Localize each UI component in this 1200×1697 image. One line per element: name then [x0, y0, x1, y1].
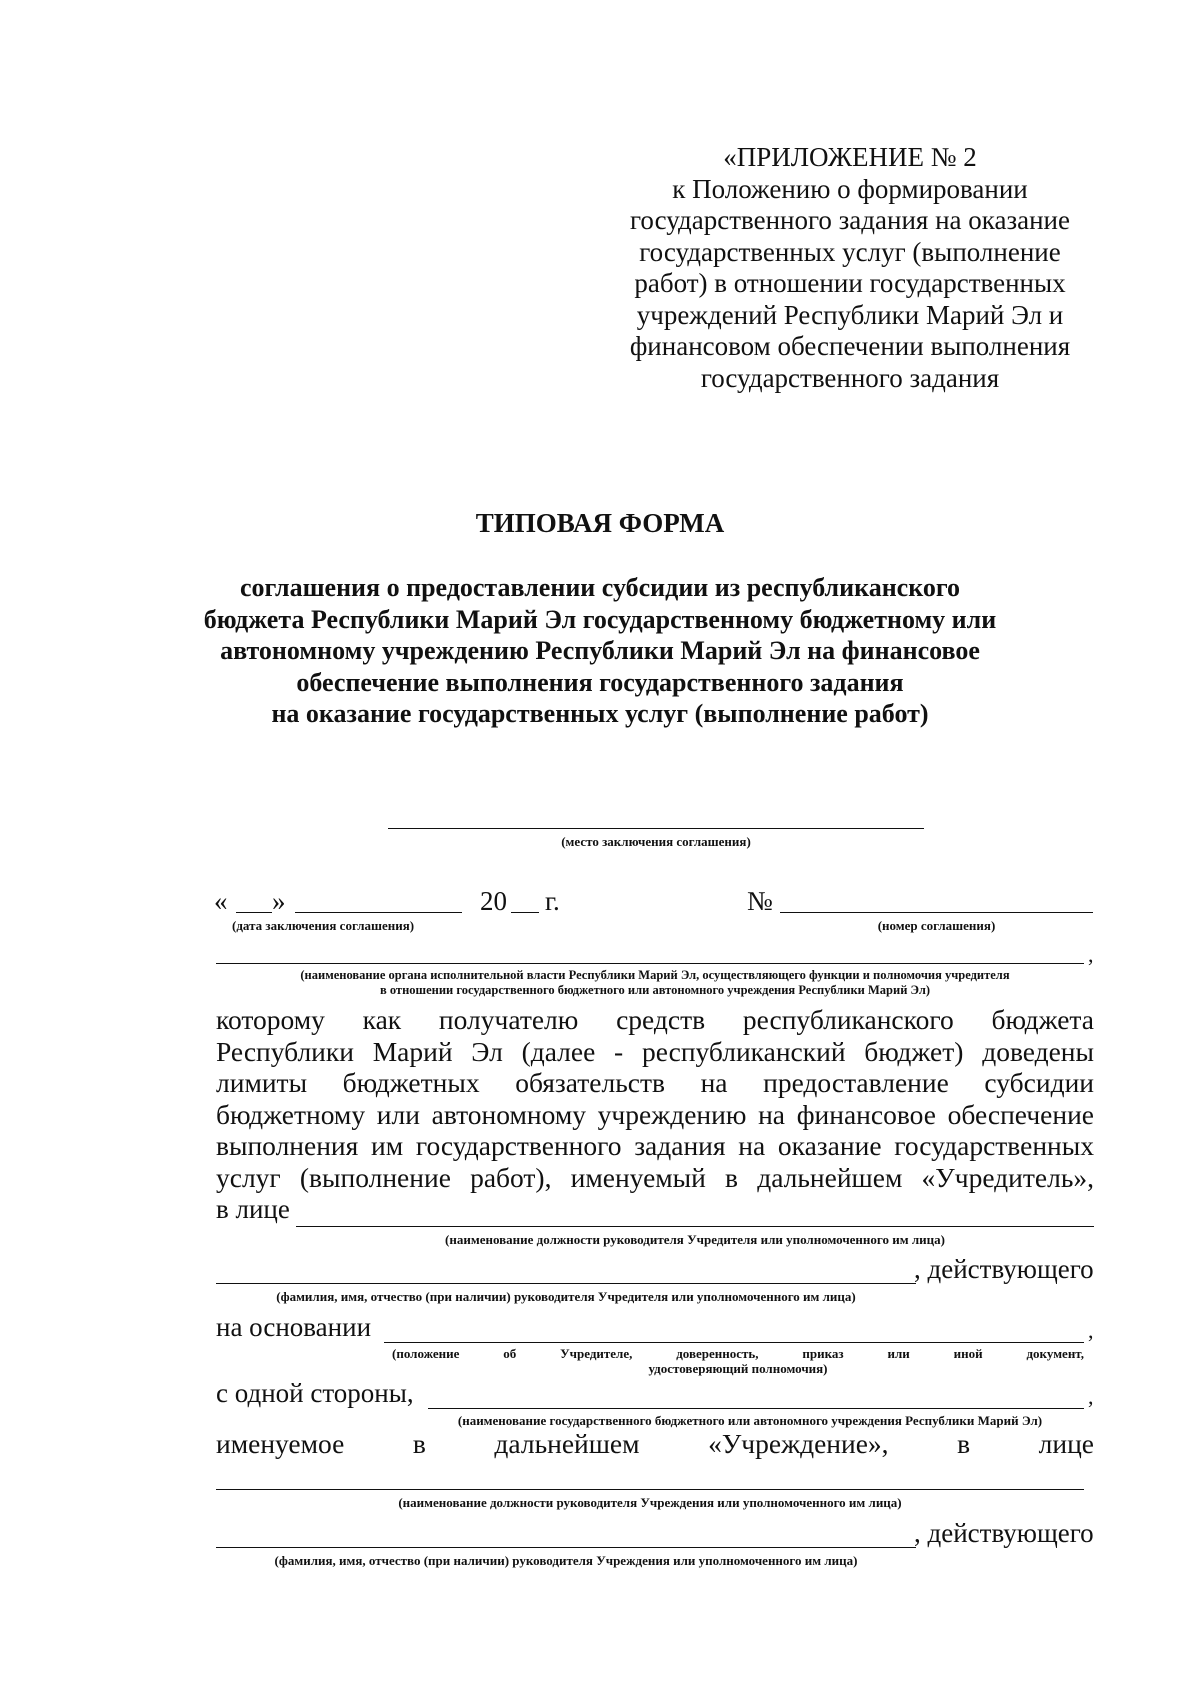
date-year-prefix: 20	[480, 886, 507, 916]
basis-comma: ,	[1088, 1318, 1094, 1343]
number-sign: №	[747, 886, 773, 916]
subtitle-line: бюджета Республики Марий Эл государственному бюджетному или	[203, 604, 997, 634]
basis-label: на основании	[216, 1312, 372, 1342]
appendix-line: государственного задания	[700, 362, 1000, 393]
institution-position-field-line[interactable]	[216, 1489, 1084, 1490]
appendix-line: государственного задания на оказание	[630, 205, 1070, 235]
basis-caption-2: удостоверяющий полномочия)	[648, 1361, 828, 1376]
founder-acting-label: , действующего	[914, 1254, 1094, 1284]
subtitle-line: соглашения о предоставлении субсидии из республиканского	[239, 573, 961, 602]
founder-position-caption: (наименование должности руководителя Учредителя или уполномоченного им лица)	[445, 1232, 945, 1247]
date-open-quote: «	[214, 886, 228, 916]
appendix-line: финансовом обеспечении выполнения	[629, 331, 1071, 361]
basis-caption-word: Учредителе,	[560, 1346, 633, 1361]
subtitle-line: автономному учреждению Республики Марий Эл на финансовое	[220, 636, 980, 665]
appendix-line: «ПРИЛОЖЕНИЕ № 2	[723, 142, 977, 172]
appendix-line: учреждений Республики Марий Эл и	[636, 299, 1064, 330]
appendix-line: государственных услуг (выполнение	[639, 236, 1061, 267]
place-caption: (место заключения соглашения)	[561, 834, 751, 849]
date-month-field[interactable]	[295, 912, 462, 913]
founder-name-field-line[interactable]	[216, 1283, 916, 1284]
institution-head-name-field-line[interactable]	[216, 1547, 916, 1548]
founder-org-caption-1: (наименование органа исполнительной власти Республики Марий Эл, осуществляющего функции и полномочия учредителя	[300, 968, 1010, 982]
basis-caption-word: (положение	[392, 1346, 460, 1361]
date-year-field[interactable]	[511, 912, 539, 913]
appendix-line: работ) в отношении государственных	[634, 268, 1066, 298]
number-caption: (номер соглашения)	[877, 918, 996, 933]
founder-position-field-line[interactable]	[296, 1226, 1094, 1227]
appendix-line: к Положению о формировании	[672, 173, 1028, 204]
body-line: выполнения им государственного задания на оказание государственных	[216, 1130, 1094, 1161]
number-field-line[interactable]	[780, 912, 1093, 913]
institution-position-caption: (наименование должности руководителя Учреждения или уполномоченного им лица)	[398, 1495, 902, 1510]
date-close-quote: »	[272, 886, 286, 916]
date-day-field[interactable]	[236, 912, 272, 913]
basis-caption-word: приказ	[802, 1346, 844, 1361]
subtitle-line: обеспечение выполнения государственного задания	[296, 667, 904, 697]
party-one-label: с одной стороны,	[216, 1378, 414, 1408]
basis-caption-word: иной	[953, 1346, 983, 1361]
institution-acting-label: , действующего	[914, 1518, 1094, 1548]
body-line: которому как получателю средств республиканского бюджета	[216, 1004, 1094, 1035]
founder-org-field-line[interactable]	[216, 963, 1084, 964]
subtitle-line: на оказание государственных услуг (выполнение работ)	[271, 699, 929, 728]
institution-name-caption: (наименование государственного бюджетного или автономного учреждения Республики Марий Эл)	[457, 1413, 1043, 1428]
basis-caption-word: об	[503, 1346, 517, 1361]
body-paragraph	[216, 1004, 1094, 1193]
basis-caption-word: документ,	[1026, 1346, 1084, 1361]
founder-org-caption-2: в отношении государственного бюджетного или автономного учреждения Республики Марий Эл)	[379, 983, 931, 997]
basis-caption-word: доверенность,	[676, 1346, 759, 1361]
institution-name-field-line[interactable]	[428, 1408, 1084, 1409]
basis-field-line[interactable]	[384, 1342, 1084, 1343]
body-line: бюджетному или автономному учреждению на финансовое обеспечение	[216, 1098, 1094, 1130]
body-line: лимиты бюджетных обязательств на предоставление субсидии	[216, 1067, 1094, 1098]
date-year-suffix: г.	[545, 886, 560, 916]
body-line: услуг (выполнение работ), именуемый в дальнейшем «Учредитель»,	[216, 1161, 1094, 1193]
in-person-label: в лице	[216, 1194, 290, 1224]
appendix-header	[600, 142, 1100, 394]
institution-line: именуемое в дальнейшем «Учреждение», в лице	[216, 1428, 1094, 1459]
institution-head-name-caption: (фамилия, имя, отчество (при наличии) руководителя Учреждения или уполномоченного им лица)	[274, 1553, 858, 1568]
party-one-comma: ,	[1088, 1384, 1094, 1409]
place-field-line[interactable]	[388, 828, 924, 829]
founder-org-comma: ,	[1088, 942, 1094, 967]
form-title: ТИПОВАЯ ФОРМА	[475, 508, 725, 538]
date-caption: (дата заключения соглашения)	[232, 918, 415, 933]
basis-caption-1	[392, 1346, 1084, 1362]
basis-caption-word: или	[887, 1346, 910, 1361]
body-line: Республики Марий Эл (далее - республиканский бюджет) доведены	[216, 1035, 1094, 1067]
form-subtitle	[150, 572, 1050, 730]
founder-name-caption: (фамилия, имя, отчество (при наличии) руководителя Учредителя или уполномоченного им лица)	[276, 1289, 856, 1304]
